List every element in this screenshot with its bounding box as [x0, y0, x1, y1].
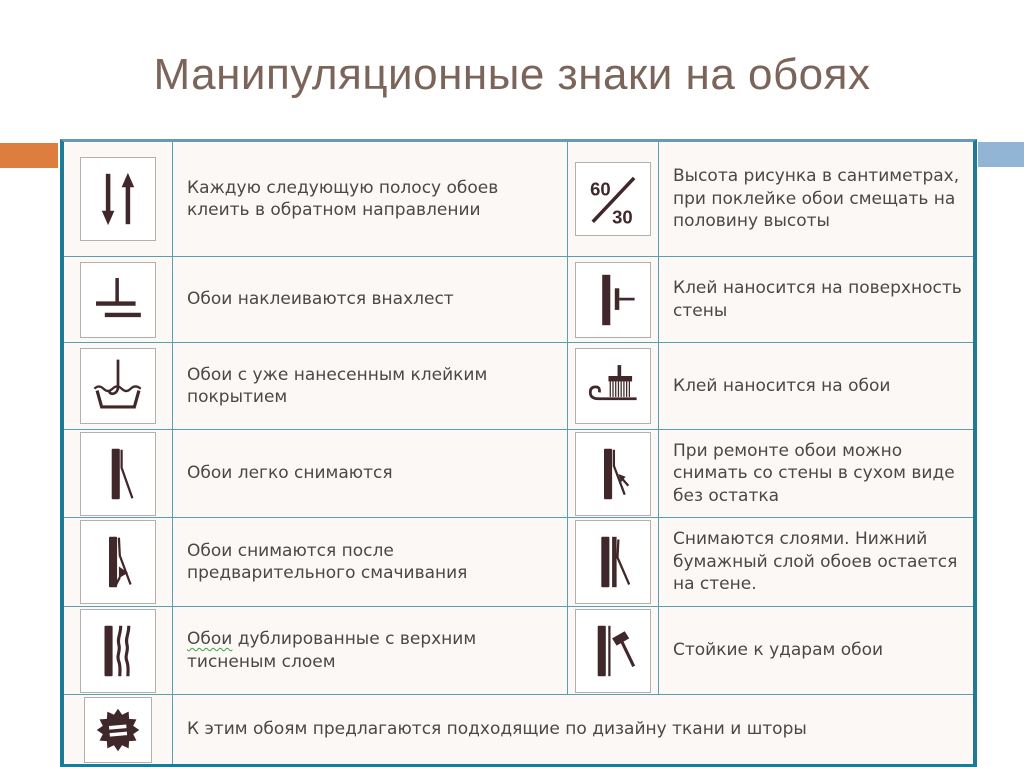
layer-strip-icon	[586, 531, 640, 593]
table-cell-icon	[567, 429, 658, 517]
sign-box	[575, 262, 651, 338]
table-cell-icon	[567, 606, 658, 694]
arrows-up-down-icon	[91, 169, 145, 229]
sign-description: Обои легко снимаются	[172, 429, 567, 517]
sign-description: Обои наклеиваются внахлест	[172, 256, 567, 342]
sign-description: Высота рисунка в сантиметрах, при поклейке обои смещать на половину высоты	[658, 142, 973, 256]
table-cell-icon	[567, 517, 658, 606]
impact-resistant-hammer-icon	[586, 620, 640, 682]
table-cell-icon	[567, 342, 658, 429]
sign-description: Обои с уже нанесенным клейким покрытием	[172, 342, 567, 429]
sign-box	[84, 697, 152, 763]
wet-strip-icon	[91, 531, 145, 593]
sign-box	[575, 432, 651, 516]
sign-description: Снимаются слоями. Нижний бумажный слой обоев остается на стене.	[658, 517, 973, 606]
sign-description-word: Обои	[187, 629, 233, 650]
blue-accent-bar	[978, 142, 1024, 167]
sign-description: При ремонте обои можно снимать со стены в сухом виде без остатка	[658, 429, 973, 517]
sign-box	[80, 348, 156, 424]
sign-box	[80, 432, 156, 516]
table-cell-icon	[64, 517, 172, 606]
sign-description: Каждую следующую полосу обоев клеить в обратном направлении	[172, 142, 567, 256]
sign-box	[80, 609, 156, 693]
sign-description: Клей наносится на поверхность стены	[658, 256, 973, 342]
table-cell-icon	[64, 429, 172, 517]
sign-box	[80, 262, 156, 338]
page-title: Манипуляционные знаки на обоях	[153, 50, 871, 99]
matching-fabrics-star-icon	[94, 704, 142, 756]
table-cell-icon	[64, 142, 172, 256]
sign-description	[172, 606, 567, 694]
pattern-offset-icon	[585, 170, 641, 228]
table-cell-icon	[64, 606, 172, 694]
glue-on-wall-icon	[586, 270, 640, 330]
overlap-icon	[91, 271, 145, 329]
sign-box	[575, 348, 651, 424]
table-cell-icon	[64, 256, 172, 342]
sign-description: Стойкие к ударам обои	[658, 606, 973, 694]
sign-description: Клей наносится на обои	[658, 342, 973, 429]
easy-strip-icon	[91, 443, 145, 505]
orange-accent-bar	[0, 143, 58, 168]
table-cell-icon	[64, 694, 172, 764]
sign-box	[575, 162, 651, 236]
sign-box	[575, 520, 651, 604]
sign-description-rest: дублированные с верхним тисненым слоем	[187, 629, 477, 672]
dry-strip-arrow-icon	[586, 443, 640, 505]
duplex-embossed-icon	[91, 620, 145, 682]
offset-top-value: 60	[590, 178, 611, 200]
table-cell-icon	[64, 342, 172, 429]
table-cell-icon	[567, 256, 658, 342]
sign-description: Обои снимаются после предварительного смачивания	[172, 517, 567, 606]
pre-pasted-basin-icon	[90, 356, 146, 416]
sign-box	[575, 609, 651, 693]
table-cell-icon	[567, 142, 658, 256]
sign-description: К этим обоям предлагаются подходящие по дизайну ткани и шторы	[172, 694, 973, 764]
signs-table	[60, 139, 977, 767]
sign-box	[80, 157, 156, 241]
offset-bottom-value: 30	[612, 206, 633, 228]
glue-on-paper-brush-icon	[585, 356, 641, 416]
sign-box	[80, 520, 156, 604]
